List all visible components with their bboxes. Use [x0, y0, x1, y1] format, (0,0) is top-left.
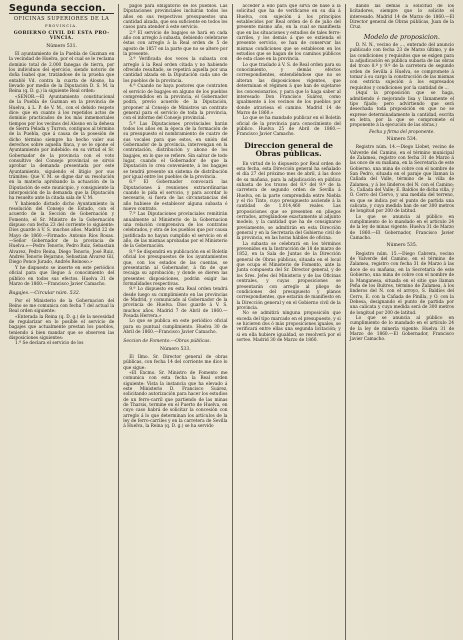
paragraph: En virtud de lo dispuesto por Real orden de esta fecha, esta Dirección general ha señalado el día 27 del próximo mes de abril, á las doce de su mañana, para la adjudicación en pública subasta de los trozos del 8.º del 9.º de la carretera de segundo orden de Sevilla á Huelva, en la parte comprendida entre Niebla y el río Tinto, cuyo presupuesto asciende á la cantidad de 1.014,460 reales. Las proposiciones que se presenten en pliegos cerrados, arreglándose exactamente al adjunto modelo, y la cantidad que ha de consignarse previamente, se admitirán en esta Dirección general y en la Secretaría del Gobierno civil de la provincia, en las horas hábiles de oficina. [236, 161, 341, 242]
government-heading: GOBIERNO CIVIL DE ESTA PRO-VINCIA. [13, 31, 110, 42]
paragraph: No se admitirá ninguna proposición que exceda del tipo marcado en el presupuesto, y si se hicieren dos ó más proposiciones iguales, se verificará entre ellas una segunda licitación; y si en ella hubiere igualdad, se resolverá por el sorteo. Madrid 30 de Marzo de 1860. [236, 311, 341, 343]
paragraph: Lo que se anuncia al público en cumplimiento de lo mandado en el artículo 24 de la ley de minas vigente. Huelva 31 de Marzo de 1860.—El Gobernador, Francisco Javier Camacho. [349, 214, 454, 242]
paragraph: El Ilmo. Sr. Director general de obras públicas, con fecha 14 del corriente me dice lo que sigue: [123, 355, 228, 371]
item-number: Número 533. [160, 346, 191, 352]
office-subheading: PROVINCIA. [45, 23, 79, 28]
paragraph: Y he dispuesto se inserte en este periódico oficial para que llegue á conocimiento del público en todos sus efectos. Huelva 31 de Marzo de 1860.—Francisco Javier Camacho. [9, 265, 115, 287]
paragraph: 4.ª Cuando no haya postores que contraten el servicio de bagajes en alguno de los pueblos comprendidos en la provincia, el Gobernador podrá, previo acuerdo de la Diputación, proponer al Consejo de Ministros un contrato general para el servicio de toda la provincia, con el informe del Consejo provincial. [123, 84, 228, 122]
paragraph: Lo que se anuncia al público en cumplimiento de lo mandado en el artículo 24 de la ley de minería vigente. Huelva 31 de Marzo de 1860.—El Gobernador, Francisco Javier Camacho. [349, 315, 454, 343]
column-3 [232, 4, 345, 640]
item-number: Número 534. [386, 136, 418, 142]
paragraph: Lo que se publica en este periódico oficial para su puntual cumplimiento. Huelva 30 de Abril de 1860.—Francisco Javier Camacho. [123, 319, 228, 335]
item-number: Número 535. [386, 243, 418, 249]
paragraph: Por el Ministerio de la Gobernacion del Reino se me comunica con fecha 7 del actual la Real orden siguiente: [9, 298, 115, 315]
paragraph: 9.ª Lo dispuesto en esta Real orden tendrá desde luego su cumplimiento en las provincias de Madrid, y comunicado al Gobernador de la provincia de Huelva. Dios guarde á V. S. muchos años. Madrid 7 de Abril de 1860.—Posada Herrera.» [123, 287, 228, 319]
model-title: Modelo de proposicion. [363, 32, 440, 41]
paragraph: «SEÑOR.—El Ayuntamiento constitucional de la Puebla de Guzman en la provincia de Huelva, á L. P. de V. M., con el debido respeto dice: que en cuanto á los repetidos actos de dominio practicados de los más inmemoriales tiempos por los vecinos del Alosno en la dehesa de Sierra Pelada y Turron, contiguos al término de la Puebla, que á causa de la posesión de dicho término siempre ha hecho valer sus derechos sobre aquella finca, y se le opone el Ayuntamiento por indebido: en su virtud el Sr. Gobernador de la provincia con el voto consultivo del Consejo provincial se sirvió aprobar la demanda presentada por este Ayuntamiento, siguiendo el litigio por sus trámites: Que V. M. se digne dar su resolución en la materia aprobando la actuación de la Diputación de este municipio, y consiguiente la interposición de la demanda que la Diputación ha resuelto ante la citada sala de V. M. [9, 94, 115, 202]
paragraph: 7.ª Las Diputaciones provinciales remitirán anualmente al Ministerio de la Gobernacion una relación comprensiva de los contratos celebrados, y otra de los pueblos que por causa justificada no hayan cumplido el servicio en el año, de las mismas aprobadas por el Ministerio de la Gobernación. [123, 212, 228, 250]
paragraph: pagos para obligatorio de los pueblos. Las Diputaciones provinciales incluirán todos los años en sus respectivos presupuestos una cantidad alzada, que sea suficiente en todos los casos para atender á este servicio. [123, 4, 228, 31]
paragraph: «El Excmo. Sr. Ministro de Fomento me comunica con esta fecha la Real orden siguiente: Vista la instancia que ha elevado á este Ministerio D. Francisco Suárez, solicitando autorización para hacer los estudios de un ferro-carril que partiendo de las minas de Tharsis, termine en el Puerto de Huelva, en cuyo caso habrá de solicitar la concesión con arreglo á lo que determinan los artículos de la ley de ferro-carriles y en la carretera de Sevilla á Huelva, la Reina (q. D. g.) se ha servido [123, 371, 228, 430]
paragraph: 6.ª El Gobernador convocará las Diputaciones á reuniones extraordinarias cuando lo pida el servicio, y para acordar lo necesario, si fuera de las circunstancias del año hubiese de establecer alguna subasta ó nuevo contrato. [123, 180, 228, 213]
paragraph: Registro núm. 14.—Diego Llobet, vecino de Valverde del Camino, en el término municipal de Zalamea, registro con fecha 31 de Marzo á las once de su mañana, en la Secretaría de este Gobierno, una mina de cobre con el nombre de San Pedro, situada en el paraje que llaman la Cañada del Valle, término de la villa de Zalamea, y á los linderos del N. con el Camino; S., Cañada del Valle; E. Baldíos de dicha villa, y O. Cerro del Ciervo, y una medida del terreno, en que se indica por el punto de partida una calicata, y cuya medida han de ser 300 metros de longitud por 200 de latitud. [349, 145, 454, 215]
paragraph: «Enterada la Reina (q. D. g.) de la necesidad de regularizar en lo posible el servicio de bagajes que actualmente prestan los pueblos, teniendo á bien mandar que se observen las disposiciones siguientes: [9, 314, 115, 341]
paragraph: 5.ª Las Diputaciones provinciales harán todos los años en la época de la formación de su presupuesto el nombramiento de cuatro de sus vocales para que estos, en unión del Gobernador de la provincia, intervengan en la contratación, distribución y abono de los bagajes, en lo que se refiere. Sin salvar de todo lugar, cuando el Gobernador de que la Diputación lo crea conveniente, á los bagajes se tendrá presente un sistema de distribución por igual entre los pueblos de la provincia. [123, 121, 228, 180]
column-4 [345, 4, 458, 640]
paragraph: dando las demás á solicitud de los licitadores, siempre que lo solicite el interesado. Madrid 14 de Marzo de 1860.—El Director general de Obras públicas, Juan de la Cruz. [349, 4, 454, 31]
item-number: Número 531. [46, 43, 77, 49]
paragraph: D. N. N., vecino de ..., enterado del anuncio publicado con fecha 23 de Marzo último, y de las condiciones y requisitos que se exigen para la adjudicación en pública subasta de las obras del trozo 8.º y 9.º de la carretera de segundo orden de Sevilla á Huelva, se compromete á tomar á su cargo la construcción de las mismas con estricta sujeción á los expresados requisitos y condiciones por la cantidad de ... [349, 43, 454, 91]
paragraph: Registro núm. 15.—Diego Cabrera, vecino de Valverde del Camino, en el término de Zalamea, registro con fecha 31 de Marzo á las doce de su mañana, en la Secretaría de este Gobierno, una mina de cobre con el nombre de la Manganesa, situada en el sitio que llaman Peña de los Buitres, término de Zalamea, á los linderos del N. con el arroyo, S. Baldíos del Cerro, E. con la Cañada de Pinilla, y O. con la Dehesa, designando el punto de partida por una calicata y cuya medida será de 300 metros de longitud por 200 de latitud. [349, 251, 454, 316]
paragraph: 2.ª El servicio de bagajes se hará en cada año con arreglo á subasta, debiendo celebrarse éstas con arreglo á la Real orden de 5 de agosto de 1857 en la parte que no se altere por la presente. [123, 30, 228, 58]
paragraph: La subasta se celebrará en los términos prevenidos en la Instrucción de 18 de marzo de 1852, en la Sala de Juntas de la Dirección general de Obras públicas, situada en el local que ocupa el Ministerio de Fomento, ante la Junta compuesta del Sr. Director general, y de los Sres. Jefes del Ministerio y de las Oficinas centrales, y cuyas proposiciones se presentarán con arreglo al pliego de condiciones del presupuesto y planos correspondientes, que estarán de manifiesto en la Dirección general y en el Gobierno civil de la provincia. [236, 241, 341, 311]
paragraph: El ayuntamiento de la Puebla de Guzman en la vecindad de Huelva, por el cual se le reclama dominio total de 2.000 fanegas de tierra, por los individuos del ejercicio, siendo notorio de doña Isabel que, tratándose de la prueba que entabló Vd. contra la cuarta de Alosno, ha llevado por medio de la Diputación D. S. M. la Reina (q. D. g.) la siguiente Real orden: [9, 52, 115, 95]
paragraph: 3.ª Verificada dos veces la subasta con arreglo á la Real orden citada y no habiendo ofrecido resultado, se repetirá aquella por una cantidad alzada en la Diputación cada uno de los pueblos de la provincia. [123, 57, 228, 84]
column-2 [118, 4, 231, 640]
subsection-heading: Bagajes.—Circular núm. 532. [9, 291, 81, 297]
paragraph: 1.ª Se declara el servicio de los [15, 341, 84, 347]
paragraph: Lo que traslado á V. S. de Real orden para su conocimiento, y demás efectos correspondientes, entendiéndose que no se alteran las disposiciones vigentes, que determinan el régimen á que han de sujetarse los concesionarios, y para que lo haga saber al interesado Don Francisco Suárez, como igualmente á los vecinos de los pueblos por donde atraviesa el camino. Madrid 14 de Marzo de 1860.» [236, 62, 341, 116]
paragraph: Y habiendo dictado dicho Ayuntamiento la resolución del Consejo de Estado, con el acuerdo de la Sección de Gobernación y Fomento, el Sr. Ministro de la Gobernación dispuso con fecha 23 del corriente lo siguiente: Dios guarde á V. S. muchos años. Madrid 22 de Mayo de 1860.—Firmado: Antonio Rios Rosas.—Señor Gobernador de la provincia de Huelva.»—Pedro Tenorio, Pedro Ruiz, Sebastian Alvarez, Pedro Reina, Diego Tenorio, José Ruiz, Andrés Tenorio Bejarano, Sebastian Alvarez Gil, Diego Ponce Jurado, Andrés Reinoso.» [9, 201, 115, 266]
paragraph: Lo que se ha mandado publicar en el Boletín oficial de la provincia para conocimiento del público. Huelva 25 de Abril de 1860.—Francisco Javier Camacho. [236, 116, 341, 138]
paragraph: acceder á ello para que sirva de base á la solicitud que ha de verificarse en su día á Huelva, con sujeción á los principios establecidos por Real orden de 6 de julio del presente mismo año, en la cual se manifiesta que en las situaciones y estudios de tales ferro-carriles, y los demás á que se extienda el presente servicio, se han de conservar las mismas condiciones que se establecen en los estudios que se hagan de los caminos públicos de esta clase en la provincia. [236, 4, 341, 63]
office-heading: OFICINAS SUPERIORES DE LA [13, 16, 110, 23]
paragraph: 8.ª Se dispondrá en publicación en el Boletín oficial los presupuestos de los ayuntamientos que, con los estados de las cuentas, se presentarán al Gobernador, á fin de que recaiga su aprobación; y donde se dieren las presentes disposiciones, podrán exigir las formalidades respectivas. [123, 249, 228, 287]
paragraph: (Aquí la proposición que se haga, admitiendo ó mejorando lisa y llanamente el tipo fijado; pero advirtiendo que será desechada toda proposición en que no se exprese determinadamente la cantidad, escrita en letra, por la que se compromete el proponente á la ejecución de las obras.) [349, 91, 454, 129]
section-title: Segunda seccion. [9, 6, 114, 14]
signature-line: Fecha y firma del proponente. [369, 129, 435, 135]
directorate-heading: Direccion general de Obras públicas. [244, 140, 333, 159]
column-container [5, 4, 458, 640]
column-1 [5, 4, 118, 640]
section-label: Seccion de Fomento.—Obras públicas. [123, 339, 211, 345]
